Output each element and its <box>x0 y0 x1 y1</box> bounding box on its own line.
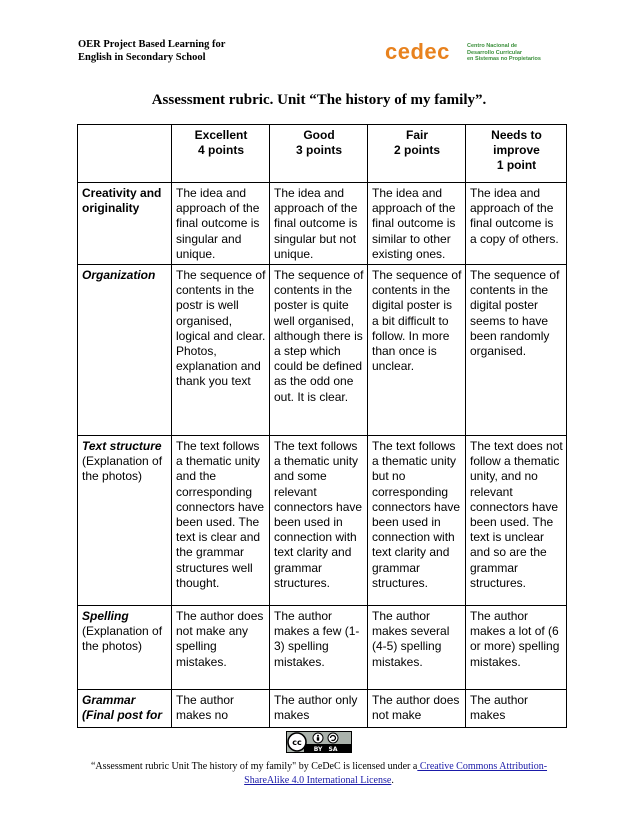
document-header <box>78 38 225 64</box>
footer-text: “Assessment rubric Unit The history of my family" by CeDeC is licensed under a <box>90 761 418 772</box>
logo-subtitle-line-2: Desarrollo Curricular <box>467 49 523 56</box>
criterion-name: Spelling <box>82 609 129 624</box>
criterion-cell: Creativity and originality <box>78 183 172 265</box>
rubric-cell: The author makes <box>466 690 567 728</box>
by-label: BY <box>313 746 323 753</box>
table-row-organization <box>78 265 567 436</box>
header-cell-excellent <box>172 125 270 183</box>
header-level-points: 2 points <box>393 143 440 158</box>
header-cell-needs-improve <box>466 125 567 183</box>
rubric-cell: The author makes a few (1-3) spelling mistakes. <box>270 606 368 690</box>
rubric-cell: The text follows a thematic unity but no corresponding connectors have been used in connection with text clarity and grammar structures. <box>368 436 466 606</box>
rubric-cell: The sequence of contents in the poster is quite well organised, although there is a step which could be defined as the odd one out. It is clear. <box>270 265 368 436</box>
header-cell-good <box>270 125 368 183</box>
rubric-cell: The idea and approach of the final outcome is a copy of others. <box>466 183 567 265</box>
rubric-cell: The author only makes <box>270 690 368 728</box>
license-footer <box>70 760 568 788</box>
cc-icon-text: cc <box>292 738 302 747</box>
logo-subtitle-line-3: en Sistemas no Propietarios <box>467 56 541 62</box>
rubric-cell: The sequence of contents in the digital poster seems to have been randomly organised. <box>466 265 567 436</box>
cedec-logo <box>385 39 555 65</box>
table-row-spelling <box>78 606 567 690</box>
rubric-cell: The sequence of contents in the digital poster is a bit difficult to follow. In more than once is unclear. <box>368 265 466 436</box>
sa-label: SA <box>328 746 338 753</box>
rubric-cell: The idea and approach of the final outcome is singular but not unique. <box>270 183 368 265</box>
rubric-cell: The author makes a lot of (6 or more) spelling mistakes. <box>466 606 567 690</box>
header-level-points: 1 point <box>496 158 537 173</box>
criterion-cell <box>78 606 172 690</box>
rubric-cell: The idea and approach of the final outcome is similar to other existing ones. <box>368 183 466 265</box>
logo-wordmark: cedec <box>385 39 450 64</box>
table-row-creativity <box>78 183 567 265</box>
rubric-cell: The author makes several (4-5) spelling mistakes. <box>368 606 466 690</box>
rubric-cell: The author does not make <box>368 690 466 728</box>
rubric-cell: The sequence of contents in the postr is well organised, logical and clear. Photos, explanation and thank you text <box>172 265 270 436</box>
page-title: Assessment rubric. Unit “The history of my family”. <box>151 92 487 108</box>
header-level-name: Excellent <box>194 128 248 142</box>
criterion-cell: Organization <box>78 265 172 436</box>
logo-subtitle-line-1: Centro Nacional de <box>467 43 518 49</box>
header-level-name-2: improve <box>493 143 540 158</box>
header-level-points: 3 points <box>295 143 342 158</box>
rubric-cell: The author does not make any spelling mistakes. <box>172 606 270 690</box>
rubric-cell: The text follows a thematic unity and the corresponding connectors have been used. The text is clear and the grammar structures well thought. <box>172 436 270 606</box>
rubric-cell: The text does not follow a thematic unity, and no relevant connectors have been used. The text is unclear and so are the grammar structures. <box>466 436 567 606</box>
table-row-grammar <box>78 690 567 728</box>
header-level-name: Good <box>303 128 335 142</box>
share-alike-icon <box>328 733 338 743</box>
rubric-table <box>77 124 567 728</box>
criterion-note: (Explanation of the photos) <box>82 454 163 484</box>
table-row-text-structure <box>78 436 567 606</box>
rubric-cell: The author makes no <box>172 690 270 728</box>
cc-by-sa-license-badge[interactable] <box>286 731 352 753</box>
rubric-cell: The idea and approach of the final outcome is singular and unique. <box>172 183 270 265</box>
criterion-cell <box>78 436 172 606</box>
header-level-points: 4 points <box>197 143 244 158</box>
header-cell-empty <box>78 125 172 183</box>
criterion-note: (Explanation of the photos) <box>82 624 163 654</box>
footer-end: . <box>391 775 394 786</box>
header-line-1: OER Project Based Learning for <box>78 39 226 50</box>
license-link[interactable]: Creative Commons Attribution-ShareAlike 4.0 International License <box>244 761 548 786</box>
criterion-cell: Grammar (Final post for <box>78 690 172 728</box>
header-level-name: Needs to <box>491 128 542 142</box>
header-cell-fair <box>368 125 466 183</box>
logo-subtitle <box>467 43 541 63</box>
header-level-name: Fair <box>405 128 428 142</box>
header-line-2: English in Secondary School <box>78 52 206 63</box>
rubric-cell: The text follows a thematic unity and some relevant connectors have been used in connection with text clarity and grammar structures. <box>270 436 368 606</box>
criterion-name: Text structure <box>82 439 162 454</box>
header-row <box>78 125 567 183</box>
